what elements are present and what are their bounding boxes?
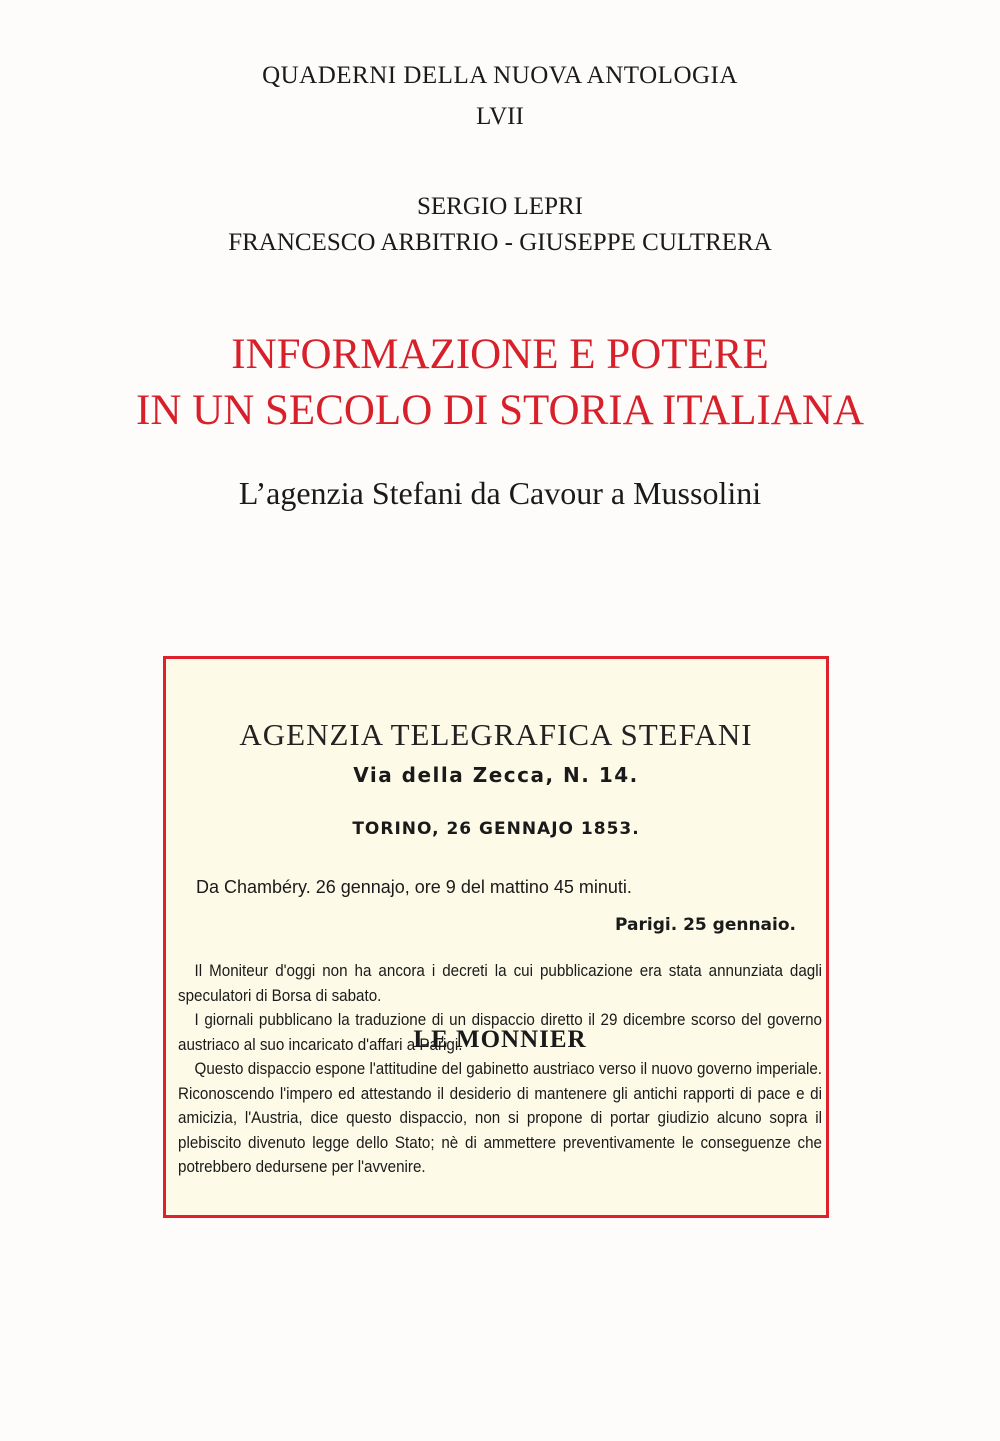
document-heading: AGENZIA TELEGRAFICA STEFANI	[239, 717, 753, 752]
series-title: QUADERNI DELLA NUOVA ANTOLOGIA	[262, 62, 738, 89]
document-paragraph: Questo dispaccio espone l'attitudine del gabinetto austriaco verso il nuovo governo imperiale. Riconoscendo l'impero ed attestando il desiderio di mantenere gli antichi rapporti di pace e di amicizia, l'Austria, dice questo dispaccio, non si propone di portar giudizio alcuno sopra il plebiscito divenuto legge dello Stato; nè di ammettere preventivamente le conseguenze che potrebbero dedursene per l'avvenire.	[178, 1060, 822, 1176]
volume-number: LVII	[476, 103, 524, 130]
document-address: Via della Zecca, N. 14.	[353, 763, 639, 787]
document-source-line: Parigi. 25 gennaio.	[615, 915, 796, 935]
book-subtitle: L’agenzia Stefani da Cavour a Mussolini	[238, 475, 762, 511]
document-dateline: TORINO, 26 GENNAJO 1853.	[352, 819, 640, 839]
publisher-name: LE MONNIER	[413, 1026, 587, 1053]
document-body	[178, 959, 822, 1180]
author-secondary: FRANCESCO ARBITRIO - GIUSEPPE CULTRERA	[228, 229, 772, 256]
author-primary: SERGIO LEPRI	[417, 193, 583, 220]
book-title-line-2: IN UN SECOLO DI STORIA ITALIANA	[136, 387, 864, 434]
document-paragraph: Il Moniteur d'oggi non ha ancora i decreti la cui pubblicazione era stata annunziata dagli speculatori di Borsa di sabato.	[178, 962, 822, 1005]
document-origin-line: Da Chambéry. 26 gennajo, ore 9 del mattino 45 minuti.	[196, 877, 632, 897]
book-title-line-1: INFORMAZIONE E POTERE	[231, 331, 769, 378]
historical-document-image	[163, 656, 829, 1218]
document-paragraph: I giornali pubblicano la traduzione di un dispaccio diretto il 29 dicembre scorso del governo austriaco al suo incaricato d'affari a Parigi.	[178, 1011, 822, 1054]
